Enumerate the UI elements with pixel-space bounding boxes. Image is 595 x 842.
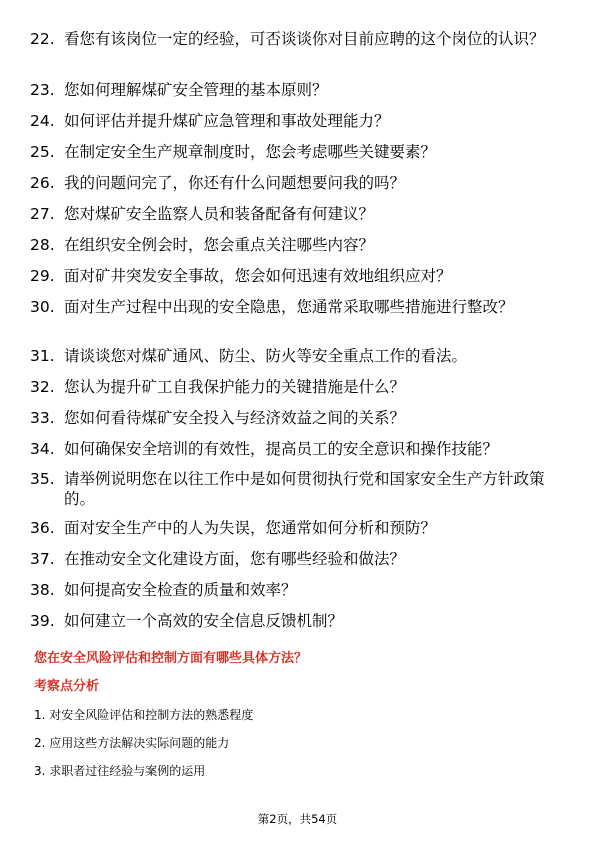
question-item [30,142,565,162]
question-number: 36. [30,519,55,537]
question-number: 39. [30,612,55,630]
question-item [30,408,565,428]
question-item [30,518,565,538]
question-text: 如何评估并提升煤矿应急管理和事故处理能力？ [64,112,390,130]
question-item [30,439,565,459]
question-item [30,29,565,49]
question-text: 如何提高安全检查的质量和效率？ [64,581,297,599]
question-number: 37. [30,550,55,568]
question-text: 请举例说明您在以往工作中是如何贯彻执行党和国家安全生产方针政策的。 [64,470,545,508]
question-item [30,80,565,100]
question-item [30,580,565,600]
question-item [30,549,565,569]
analysis-title: 考察点分析 [34,679,100,694]
question-item [30,266,565,286]
question-item [30,377,565,397]
question-item [30,173,565,193]
question-text: 在推动安全文化建设方面，您有哪些经验和做法？ [64,550,406,568]
question-number: 27. [30,205,55,223]
question-text: 如何建立一个高效的安全信息反馈机制？ [64,612,344,630]
question-text: 面对生产过程中出现的安全隐患，您通常采取哪些措施进行整改？ [64,298,514,316]
question-text: 您如何看待煤矿安全投入与经济效益之间的关系？ [64,409,406,427]
question-text: 请谈谈您对煤矿通风、防尘、防火等安全重点工作的看法。 [64,347,468,365]
question-text: 看您有该岗位一定的经验，可否谈谈你对目前应聘的这个岗位的认识？ [64,30,545,48]
question-number: 28. [30,236,55,254]
page-footer: 第2页，共54页 [257,812,338,826]
question-text: 面对矿井突发安全事故，您会如何迅速有效地组织应对？ [64,267,452,285]
question-number: 25. [30,143,55,161]
question-number: 23. [30,81,55,99]
analysis-point: 3. 求职者过往经验与案例的运用 [34,764,206,778]
question-text: 如何确保安全培训的有效性，提高员工的安全意识和操作技能？ [64,440,499,458]
question-item [30,111,565,131]
question-text: 在制定安全生产规章制度时，您会考虑哪些关键要素？ [64,143,437,161]
question-number: 31. [30,347,55,365]
question-number: 30. [30,298,55,316]
question-item [30,611,565,631]
question-text: 您如何理解煤矿安全管理的基本原则？ [64,81,328,99]
question-number: 34. [30,440,55,458]
question-item [30,469,565,509]
question-item [30,346,565,366]
question-text: 您认为提升矿工自我保护能力的关键措施是什么？ [64,378,406,396]
analysis-point: 1. 对安全风险评估和控制方法的熟悉程度 [34,708,254,722]
question-text: 您对煤矿安全监察人员和装备配备有何建议？ [64,205,375,223]
question-text: 在组织安全例会时，您会重点关注哪些内容？ [64,236,375,254]
analysis-point: 2. 应用这些方法解决实际问题的能力 [34,736,230,750]
question-text: 面对安全生产中的人为失误，您通常如何分析和预防？ [64,519,437,537]
question-number: 33. [30,409,55,427]
question-number: 26. [30,174,55,192]
question-item [30,204,565,224]
question-number: 22. [30,30,55,48]
highlight-question: 您在安全风险评估和控制方面有哪些具体方法？ [34,651,308,666]
question-item [30,297,565,317]
question-number: 29. [30,267,55,285]
question-number: 24. [30,112,55,130]
question-number: 32. [30,378,55,396]
question-text: 我的问题问完了，你还有什么问题想要问我的吗？ [64,174,406,192]
question-number: 38. [30,581,55,599]
question-item [30,235,565,255]
question-number: 35. [30,470,55,488]
